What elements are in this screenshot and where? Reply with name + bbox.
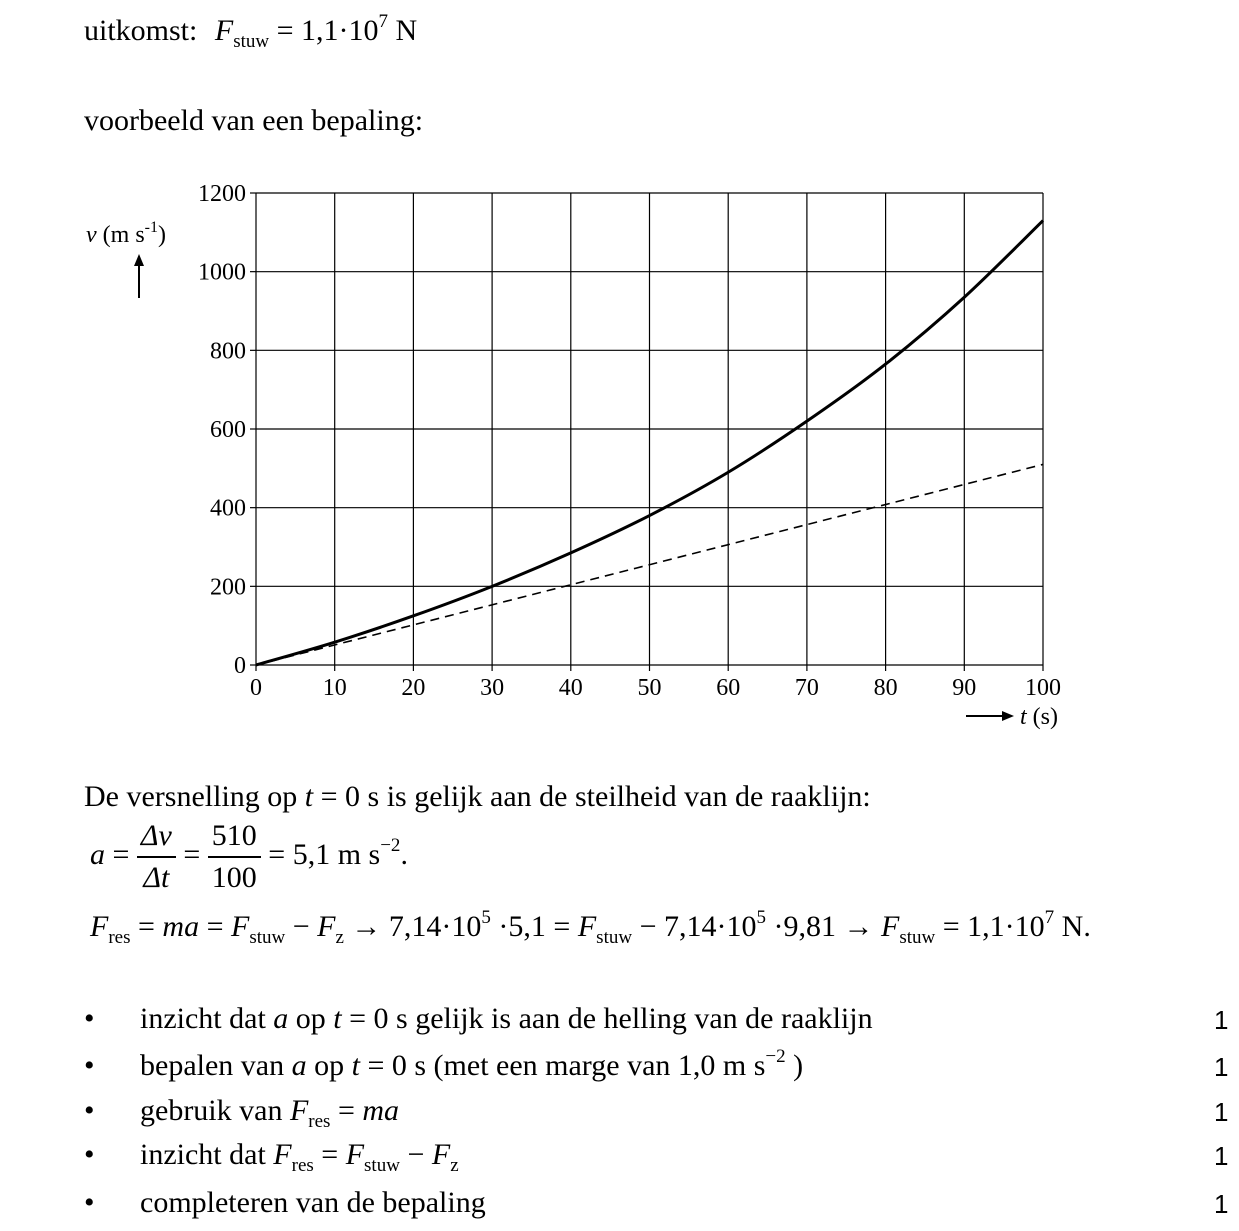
y-tick-label: 800 bbox=[210, 338, 246, 365]
result-exponent: −2 bbox=[380, 834, 401, 856]
equals: = bbox=[105, 837, 137, 871]
denominator: 100 bbox=[211, 861, 257, 894]
time-var: t bbox=[304, 780, 314, 813]
x-axis-unit: (s) bbox=[1026, 704, 1058, 730]
criterion-points: 1 bbox=[1214, 1189, 1229, 1219]
y-axis-var: v bbox=[86, 222, 97, 248]
y-axis-unit: (m s bbox=[96, 222, 145, 248]
delta-v: Δv bbox=[140, 819, 172, 852]
x-tick-label: 90 bbox=[952, 675, 977, 701]
delta-fraction bbox=[137, 816, 176, 898]
force-subscript: stuw bbox=[233, 31, 270, 52]
y-tick-label: 600 bbox=[210, 417, 246, 443]
x-tick-label: 0 bbox=[250, 675, 262, 701]
outcome-exponent: 7 bbox=[378, 11, 389, 32]
criterion-text: bepalen van a op t = 0 s (met een marge van 1,0 m $s^{-2}$ ) bbox=[140, 1046, 804, 1082]
x-axis-arrow-head bbox=[1002, 711, 1014, 721]
y-axis-unit-exp: -1 bbox=[144, 219, 158, 236]
axis-arrows bbox=[134, 254, 1014, 721]
x-tick-label: 30 bbox=[480, 675, 505, 701]
bullet: • bbox=[84, 1049, 95, 1082]
outcome-label: uitkomst: bbox=[84, 14, 198, 47]
y-tick-label: 1200 bbox=[198, 181, 246, 207]
x-axis-var: t bbox=[1020, 704, 1027, 730]
x-tick-label: 60 bbox=[716, 675, 741, 701]
y-axis-arrow-head bbox=[134, 254, 144, 266]
explanation-line-1 bbox=[84, 780, 871, 814]
x-tick-label: 20 bbox=[401, 675, 426, 701]
criterion-text: completeren van de bepaling bbox=[140, 1186, 486, 1219]
bullet: • bbox=[84, 1002, 95, 1035]
x-axis-label bbox=[1020, 704, 1058, 730]
x-tick-label: 40 bbox=[558, 675, 583, 701]
outcome-value: = 1,1·10 bbox=[269, 14, 379, 47]
criterion-text: gebruik van $F_{res}$ = ma bbox=[140, 1094, 400, 1132]
criterion-points: 1 bbox=[1214, 1005, 1229, 1035]
example-heading: voorbeeld van een bepaling: bbox=[84, 104, 424, 137]
y-tick-label: 200 bbox=[210, 574, 246, 601]
equals: = bbox=[175, 837, 208, 871]
result-period: . bbox=[400, 837, 408, 871]
delta-t: Δt bbox=[143, 861, 170, 894]
acceleration-formula bbox=[90, 816, 408, 898]
chart-ticks bbox=[198, 181, 1061, 701]
criterion-text: inzicht dat a op t = 0 s gelijk is aan de helling van de raaklijn bbox=[140, 1002, 873, 1035]
acceleration-result: = 5,1 m s bbox=[260, 837, 381, 871]
x-tick-label: 100 bbox=[1025, 675, 1061, 701]
criterion-text: inzicht dat $F_{res} = F_{stuw} - F_z$ bbox=[140, 1138, 459, 1176]
x-tick-label: 10 bbox=[322, 675, 347, 701]
criterion-points: 1 bbox=[1214, 1141, 1229, 1171]
bullet: • bbox=[84, 1138, 95, 1171]
criterion-points: 1 bbox=[1214, 1052, 1229, 1082]
bullet: • bbox=[84, 1094, 95, 1127]
value-fraction bbox=[208, 816, 261, 898]
outcome-unit: N bbox=[388, 14, 418, 47]
x-tick-label: 50 bbox=[637, 675, 662, 701]
y-tick-label: 0 bbox=[234, 653, 246, 679]
numerator: 510 bbox=[211, 819, 257, 852]
criterion-points: 1 bbox=[1214, 1097, 1229, 1127]
bullet: • bbox=[84, 1186, 95, 1219]
chart-grid bbox=[256, 193, 1043, 665]
acceleration-var: a bbox=[90, 837, 105, 871]
force-symbol: F bbox=[214, 14, 234, 47]
explanation-text-cont: = 0 s is gelijk aan de steilheid van de raaklijn: bbox=[313, 780, 871, 813]
force-equation: $F_{res}$ = ma = $F_{stuw} - F_z \to 7,14\cdot 10^5 \cdot 5,1 = F_{stuw} - 7,14\cdot 10^5 \cdot 9,81 \to F_{stuw} = 1,1\cdot 10^7$ N. bbox=[90, 907, 1091, 948]
y-tick-label: 1000 bbox=[198, 259, 246, 286]
x-tick-label: 80 bbox=[873, 675, 898, 701]
y-axis-close-paren: ) bbox=[157, 222, 166, 248]
x-tick-label: 70 bbox=[794, 675, 819, 701]
explanation-text: De versnelling op bbox=[84, 780, 305, 813]
y-tick-label: 400 bbox=[210, 495, 246, 522]
